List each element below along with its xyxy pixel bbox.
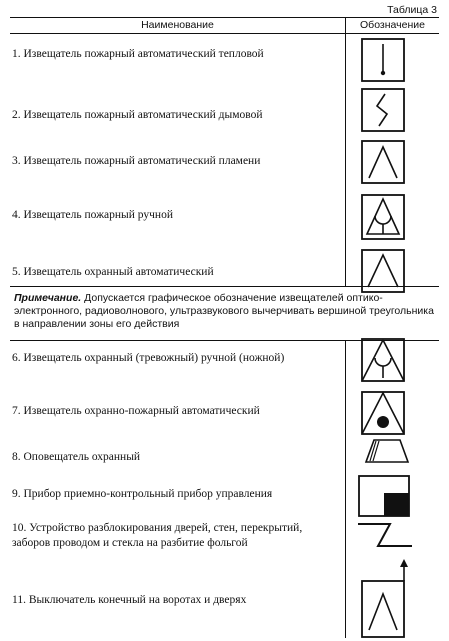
table-row: 9. Прибор приемно-контрольный прибор управления xyxy=(12,488,273,500)
note-label: Примечание. xyxy=(14,292,82,304)
control-panel-symbol xyxy=(358,475,410,517)
limit-switch-symbol xyxy=(361,558,413,638)
table-caption: Таблица 3 xyxy=(387,4,437,16)
manual-alarm-detector-symbol xyxy=(361,338,405,382)
table-row: 4. Извещатель пожарный ручной xyxy=(12,209,173,221)
table-row: 6. Извещатель охранный (тревожный) ручной (ножной) xyxy=(12,352,285,364)
table-row: 5. Извещатель охранный автоматический xyxy=(12,266,214,278)
column-divider xyxy=(345,18,346,286)
column-divider xyxy=(345,340,346,638)
table-row: 3. Извещатель пожарный автоматический пламени xyxy=(12,155,261,167)
security-fire-detector-symbol xyxy=(361,391,405,435)
security-detector-symbol xyxy=(361,249,405,293)
header-name: Наименование xyxy=(141,19,214,31)
table-row: 2. Извещатель пожарный автоматический дымовой xyxy=(12,109,263,121)
wire-foil-symbol xyxy=(356,521,416,549)
heat-detector-symbol xyxy=(361,38,405,82)
table-row: 10. Устройство разблокирования дверей, стен, перекрытий, заборов проводом и стекла на разбитие фольгой xyxy=(12,522,303,549)
smoke-detector-symbol xyxy=(361,88,405,132)
table-row: 7. Извещатель охранно-пожарный автоматический xyxy=(12,405,260,417)
flame-detector-symbol xyxy=(361,140,405,184)
note xyxy=(14,292,436,331)
manual-fire-detector-symbol xyxy=(361,194,405,240)
security-annunciator-symbol xyxy=(364,438,410,464)
symbols-table xyxy=(10,17,439,638)
note-text: Допускается графическое обозначение извещателей оптико-электронного, радиоволнового, ультразвукового вычерчивать вершиной треугольника в направлении зоны его действия xyxy=(14,292,434,330)
table-row: 8. Оповещатель охранный xyxy=(12,451,141,463)
table-row: 11. Выключатель конечный на воротах и дверях xyxy=(12,594,247,606)
table-header xyxy=(10,18,439,34)
header-symbol: Обозначение xyxy=(360,19,425,31)
table-row: 1. Извещатель пожарный автоматический тепловой xyxy=(12,48,264,60)
